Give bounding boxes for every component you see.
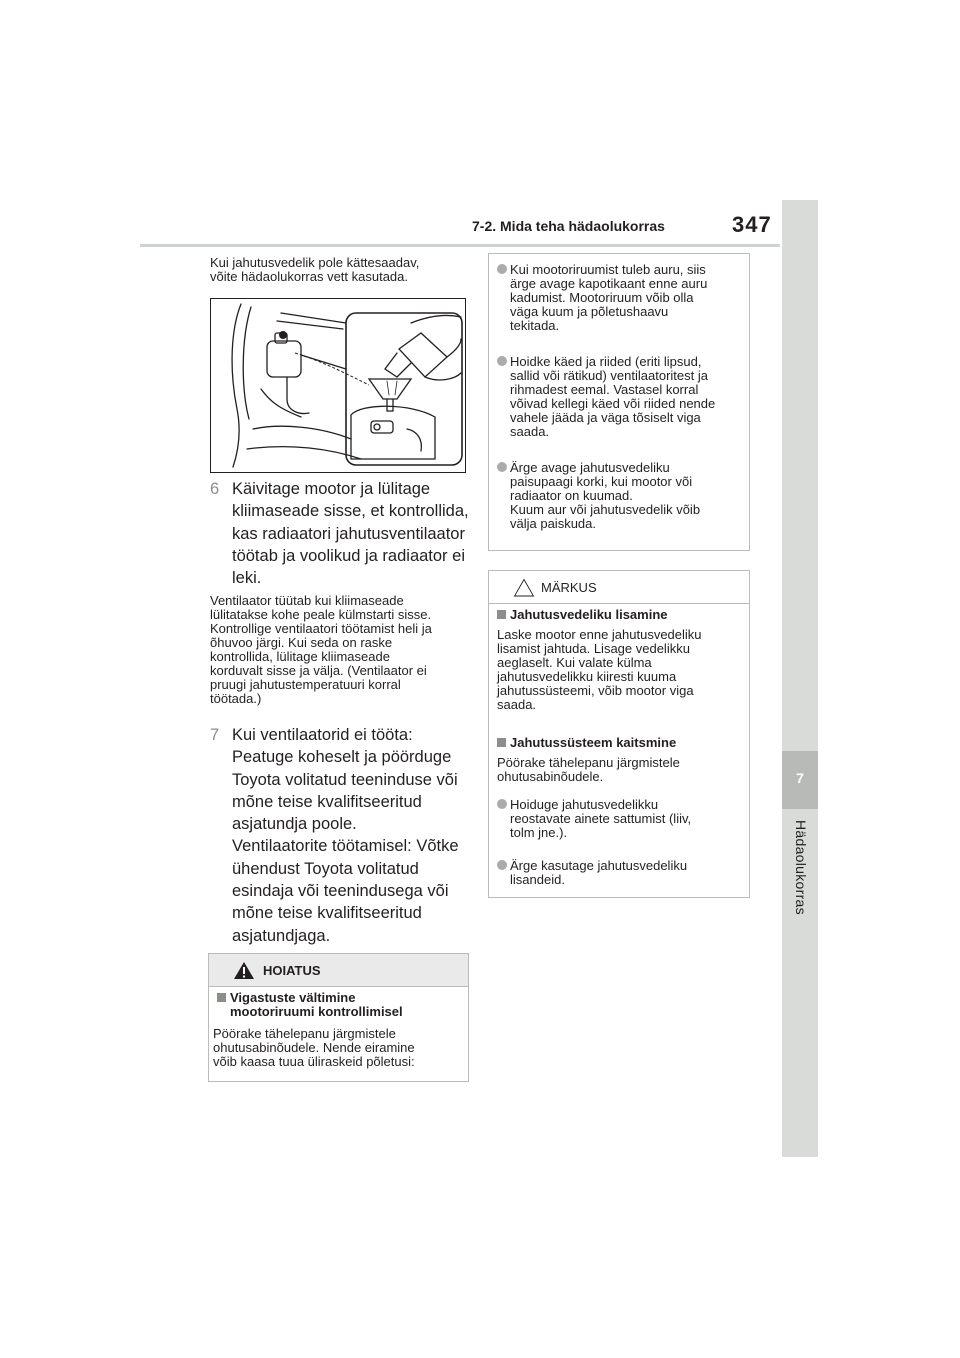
- bullet-line: Hoidke käed ja riided (eriti lipsud,: [510, 354, 702, 369]
- step-text: [232, 478, 469, 589]
- bullet-line: väga kuum ja põletushaavu: [510, 304, 669, 320]
- step-number: 6: [210, 480, 220, 498]
- notice-box-header: [489, 571, 749, 604]
- notice-line: Laske mootor enne jahutusvedeliku: [497, 627, 702, 642]
- notice-body: [497, 756, 745, 784]
- step-line: Toyota volitatud teeninduse või: [232, 770, 458, 789]
- notice-box: [488, 570, 750, 898]
- round-bullet-icon: [497, 462, 507, 472]
- bullet-line: kadumist. Mootoriruum võib olla: [510, 290, 694, 306]
- bullet-line: rihmadest eemal. Vastasel korral: [510, 382, 699, 398]
- note-line: õhuvoo järgi. Kui seda on raske: [210, 635, 393, 650]
- warning-continued-box: [488, 253, 750, 551]
- notice-heading-text: Jahutussüsteem kaitsmine: [510, 735, 677, 750]
- bullet-line: Ärge kasutage jahutusvedeliku: [510, 858, 688, 873]
- square-bullet-icon: [497, 610, 506, 619]
- warning-body-line: võib kaasa tuua üliraskeid põletusi:: [213, 1054, 415, 1070]
- step-line: Kui ventilaatorid ei tööta:: [232, 726, 413, 744]
- bullet-line: Hoiduge jahutusvedelikku: [510, 797, 659, 812]
- notice-line: ohutusabinõudele.: [497, 769, 604, 785]
- note-line: lülitatakse kohe peale külmstarti sisse.: [210, 607, 432, 622]
- warning-body-line: Pöörake tähelepanu järgmistele: [213, 1026, 396, 1041]
- warning-box-header: [209, 954, 468, 987]
- chapter-number: 7: [796, 770, 804, 786]
- step-line: Ventilaatorite töötamisel: Võtke: [232, 837, 459, 856]
- bullet-line: tekitada.: [510, 318, 560, 334]
- step-number: 7: [210, 726, 220, 744]
- notice-line: Pöörake tähelepanu järgmistele: [497, 755, 680, 770]
- warning-box-title: HOIATUS: [263, 963, 321, 978]
- bullet-line: vahele jääda ja väga tõsiselt viga: [510, 410, 701, 426]
- step-line: Peatuge koheselt ja pöörduge: [232, 748, 452, 767]
- header-divider: [140, 244, 780, 247]
- intro-line: võite hädaolukorras vett kasutada.: [210, 269, 409, 284]
- warning-body-line: ohutusabinõudele. Nende eiramine: [213, 1040, 415, 1056]
- bullet-line: Kuum aur või jahutusvedelik võib: [510, 502, 701, 518]
- step-line: asjatundjaga.: [232, 926, 331, 945]
- notice-line: saada.: [497, 697, 537, 713]
- page-number: 347: [732, 212, 772, 237]
- square-bullet-icon: [217, 993, 226, 1002]
- round-bullet-icon: [497, 356, 507, 366]
- warning-heading-line: Vigastuste vältimine: [230, 990, 356, 1005]
- bullet-line: saada.: [510, 424, 550, 440]
- step-line: mõne teise kvalifitseeritud: [232, 904, 422, 923]
- section-title: 7-2. Mida teha hädaolukorras: [472, 218, 665, 234]
- warning-triangle-icon: [233, 961, 255, 980]
- note-line: kontrollida, lülitage kliimaseade: [210, 649, 390, 664]
- chapter-label: Hädaolukorras: [793, 820, 809, 915]
- step-line: ühendust Toyota volitatud: [232, 859, 419, 878]
- step-line: mõne teise kvalifitseeritud: [232, 792, 422, 811]
- bullet-line: radiaator on kuumad.: [510, 488, 633, 504]
- warning-box: [208, 953, 469, 1082]
- notice-line: lisamist jahtuda. Lisage vedelikku: [497, 641, 690, 657]
- fan-note: [210, 594, 472, 706]
- cap-marker: [279, 331, 287, 339]
- engine-bay-drawing: [211, 299, 465, 472]
- step-line: leki.: [232, 569, 262, 588]
- notice-line: aeglaselt. Kui valate külma: [497, 655, 652, 671]
- bullet-line: Kui mootoriruumist tuleb auru, siis: [510, 262, 706, 277]
- step-line: kliimaseade sisse, et kontrollida,: [232, 502, 469, 521]
- note-line: korduvalt sisse ja välja. (Ventilaator ei: [210, 663, 427, 678]
- bullet-line: Ärge avage jahutusvedeliku: [510, 460, 670, 475]
- notice-body: [497, 628, 745, 713]
- step-line: Käivitage mootor ja lülitage: [232, 480, 431, 498]
- notice-triangle-icon: [513, 578, 535, 597]
- step-line: töötab ja voolikud ja radiaator ei: [232, 546, 465, 565]
- step-line: kas radiaatori jahutusventilaator: [232, 524, 465, 543]
- bullet-line: ärge avage kapotikaant enne auru: [510, 276, 708, 292]
- intro-line: Kui jahutusvedelik pole kättesaadav,: [210, 255, 420, 270]
- note-line: töötada.): [210, 691, 262, 706]
- warning-body: [213, 1027, 465, 1069]
- chapter-tab-strip: [782, 200, 818, 1157]
- note-line: Kontrollige ventilaatori töötamist heli ja: [210, 621, 432, 636]
- bullet-line: sallid või rätikud) ventilaatoritest ja: [510, 368, 708, 384]
- round-bullet-icon: [497, 799, 507, 809]
- round-bullet-icon: [497, 264, 507, 274]
- bullet-line: lisandeid.: [510, 872, 565, 888]
- notice-box-title: MÄRKUS: [541, 580, 597, 595]
- notice-line: jahutussüsteemi, võib mootor viga: [497, 683, 694, 699]
- square-bullet-icon: [497, 738, 506, 747]
- step-line: esindaja või teenindusega või: [232, 882, 449, 901]
- coolant-refill-illustration: [210, 298, 466, 473]
- step-7: [210, 724, 472, 944]
- bullet-line: välja paiskuda.: [510, 516, 596, 532]
- bullet-line: võivad kellegi käed või riided nende: [510, 396, 716, 412]
- bullet-line: tolm jne.).: [510, 825, 568, 841]
- round-bullet-icon: [497, 860, 507, 870]
- intro-text: [210, 256, 470, 284]
- notice-heading-text: Jahutusvedeliku lisamine: [510, 607, 668, 622]
- bullet-line: reostavate ainete sattumist (liiv,: [510, 811, 692, 827]
- note-line: Ventilaator tüütab kui kliimaseade: [210, 593, 404, 608]
- bullet-line: paisupaagi korki, kui mootor või: [510, 474, 693, 490]
- notice-line: jahutusvedelikku kiiresti kuuma: [497, 669, 677, 685]
- note-line: pruugi jahutustemperatuuri korral: [210, 677, 401, 692]
- step-6: [210, 478, 472, 590]
- warning-heading-line: mootoriruumi kontrollimisel: [230, 1004, 403, 1020]
- step-text: [232, 724, 459, 947]
- step-line: asjatundja poole.: [232, 815, 357, 834]
